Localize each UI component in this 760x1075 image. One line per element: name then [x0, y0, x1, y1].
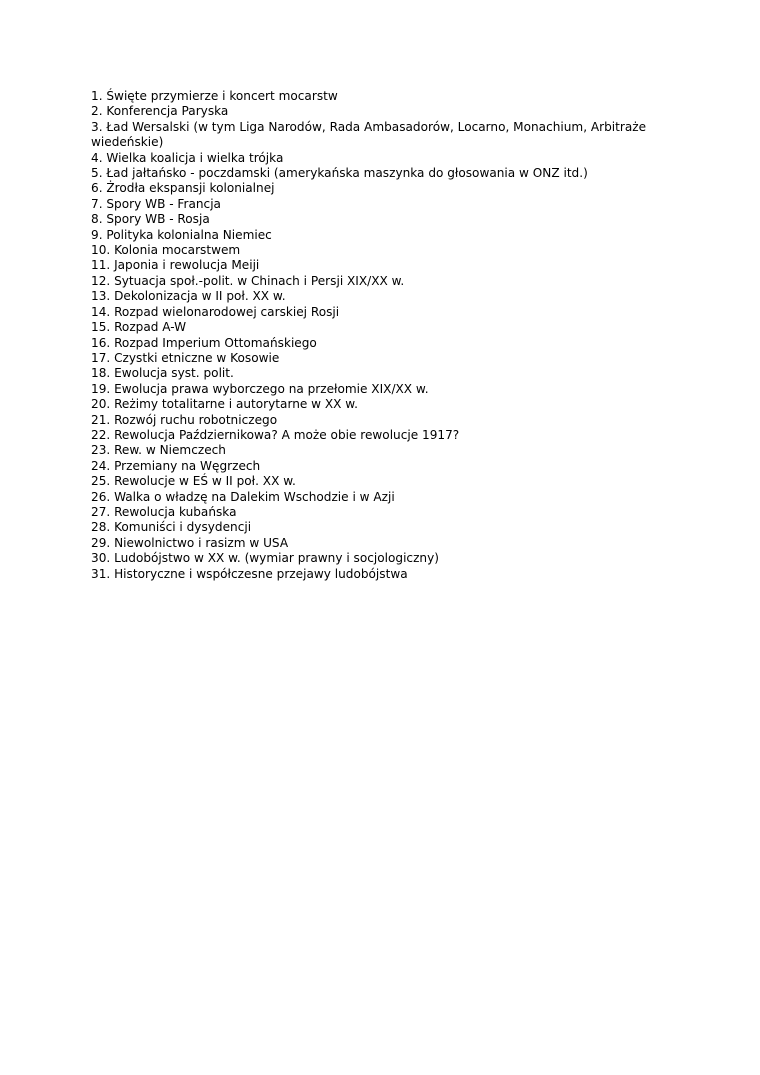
list-item: 3. Ład Wersalski (w tym Liga Narodów, Rada Ambasadorów, Locarno, Monachium, Arbitraże wiedeńskie) — [91, 119, 647, 150]
list-item: 1. Święte przymierze i koncert mocarstw — [91, 89, 338, 103]
list-item: 14. Rozpad wielonarodowej carskiej Rosji — [91, 304, 340, 319]
list-item: 6. Żrodła ekspansji kolonialnej — [91, 181, 275, 196]
list-item: 8. Spory WB - Rosja — [91, 212, 210, 227]
list-item: 28. Komuniści i dysydencji — [91, 520, 252, 535]
list-item: 15. Rozpad A-W — [91, 320, 187, 335]
topic-list — [91, 89, 651, 582]
list-item: 31. Historyczne i współczesne przejawy ludobójstwa — [91, 566, 408, 581]
list-item: 5. Ład jałtańsko - poczdamski (amerykańska maszynka do głosowania w ONZ itd.) — [91, 166, 588, 181]
list-item: 9. Polityka kolonialna Niemiec — [91, 227, 272, 242]
list-item: 23. Rew. w Niemczech — [91, 443, 226, 458]
list-item: 17. Czystki etniczne w Kosowie — [91, 350, 280, 365]
list-item: 2. Konferencja Paryska — [91, 104, 229, 119]
list-item: 22. Rewolucja Październikowa? A może obie rewolucje 1917? — [91, 427, 460, 442]
list-item: 7. Spory WB - Francja — [91, 196, 221, 211]
list-item: 27. Rewolucja kubańska — [91, 504, 237, 519]
list-item: 13. Dekolonizacja w II poł. XX w. — [91, 289, 286, 304]
list-item: 25. Rewolucje w EŚ w II poł. XX w. — [91, 474, 296, 489]
list-item: 30. Ludobójstwo w XX w. (wymiar prawny i socjologiczny) — [91, 551, 439, 566]
list-item: 26. Walka o władzę na Dalekim Wschodzie i w Azji — [91, 489, 395, 504]
list-item: 29. Niewolnictwo i rasizm w USA — [91, 535, 289, 550]
list-item: 10. Kolonia mocarstwem — [91, 243, 241, 258]
list-item: 18. Ewolucja syst. polit. — [91, 366, 234, 381]
list-item: 20. Reżimy totalitarne i autorytarne w XX w. — [91, 397, 358, 412]
list-item: 19. Ewolucja prawa wyborczego na przełomie XIX/XX w. — [91, 381, 429, 396]
list-item: 24. Przemiany na Węgrzech — [91, 458, 261, 473]
list-item: 16. Rozpad Imperium Ottomańskiego — [91, 335, 317, 350]
list-item: 12. Sytuacja społ.-polit. w Chinach i Persji XIX/XX w. — [91, 273, 405, 288]
list-item: 11. Japonia i rewolucja Meiji — [91, 258, 260, 273]
list-item: 4. Wielka koalicja i wielka trójka — [91, 150, 284, 165]
list-item: 21. Rozwój ruchu robotniczego — [91, 412, 278, 427]
